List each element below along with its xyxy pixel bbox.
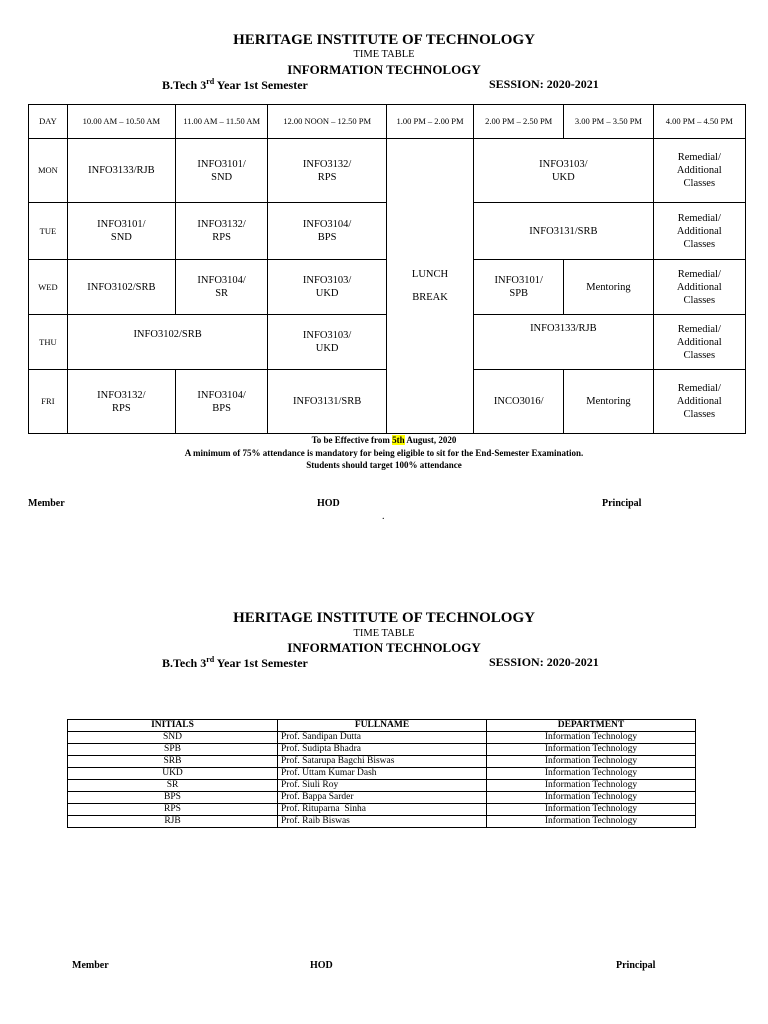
signature-member: Member — [28, 498, 65, 509]
class-cell: INFO3132/ RPS — [67, 370, 175, 434]
remedial-cell: Remedial/ Additional Classes — [653, 315, 745, 370]
department-cell: Information Technology — [487, 804, 696, 816]
class-cell: INFO3101/ SPB — [474, 260, 564, 315]
class-cell: INFO3104/ BPS — [175, 370, 267, 434]
department-cell: Information Technology — [487, 768, 696, 780]
signature-member: Member — [72, 960, 109, 971]
remedial-cell: Remedial/ Additional Classes — [653, 260, 745, 315]
class-cell: INFO3132/ RPS — [175, 203, 267, 260]
attendance-note: A minimum of 75% attendance is mandatory for being eligible to sit for the End-Semester Examination. — [184, 448, 584, 458]
mentoring-cell: Mentoring — [564, 260, 653, 315]
day-cell: THU — [29, 315, 68, 370]
initials-cell: SR — [68, 780, 278, 792]
lunch-break-cell — [386, 139, 473, 434]
initials-cell: RJB — [68, 816, 278, 828]
header-slot: 1.00 PM – 2.00 PM — [386, 105, 473, 139]
header-day: DAY — [29, 105, 68, 139]
lunch-label: LUNCH — [411, 269, 449, 280]
class-cell: INFO3133/RJB — [474, 315, 653, 370]
class-cell: INFO3133/RJB — [67, 139, 175, 203]
signature-hod: HOD — [317, 498, 340, 509]
department-cell: Information Technology — [487, 756, 696, 768]
row-mon — [29, 139, 746, 203]
signature-principal: Principal — [602, 498, 642, 509]
class-cell: INFO3102/SRB — [67, 315, 268, 370]
fullname-cell: Prof. Rituparna Sinha — [278, 804, 487, 816]
break-label: BREAK — [412, 292, 448, 303]
column-header-fullname: FULLNAME — [278, 720, 487, 732]
institute-title: HERITAGE INSTITUTE OF TECHNOLOGY — [233, 610, 535, 626]
faculty-header-row — [68, 720, 696, 732]
remedial-cell: Remedial/ Additional Classes — [653, 139, 745, 203]
session-label: SESSION: 2020-2021 — [489, 77, 599, 91]
initials-cell: RPS — [68, 804, 278, 816]
department-cell: Information Technology — [487, 816, 696, 828]
timetable — [28, 104, 746, 434]
signature-principal: Principal — [616, 960, 656, 971]
header-slot: 4.00 PM – 4.50 PM — [653, 105, 745, 139]
class-cell: INFO3104/ SR — [175, 260, 267, 315]
timetable-subtitle: TIME TABLE — [353, 628, 415, 639]
mentoring-cell: Mentoring — [564, 370, 653, 434]
remedial-cell: Remedial/ Additional Classes — [653, 370, 745, 434]
day-cell: MON — [29, 139, 68, 203]
table-row — [68, 780, 696, 792]
class-cell: INFO3131/SRB — [268, 370, 387, 434]
semester-label: B.Tech 3rd Year 1st Semester — [162, 77, 308, 92]
initials-cell: BPS — [68, 792, 278, 804]
class-cell: INFO3101/ SND — [175, 139, 267, 203]
class-cell: INFO3103/ UKD — [268, 260, 387, 315]
table-row — [68, 744, 696, 756]
timetable-subtitle: TIME TABLE — [353, 49, 415, 60]
header-slot: 3.00 PM – 3.50 PM — [564, 105, 653, 139]
class-cell: INFO3103/ UKD — [268, 315, 387, 370]
fullname-cell: Prof. Satarupa Bagchi Biswas — [278, 756, 487, 768]
department-title: INFORMATION TECHNOLOGY — [287, 62, 481, 77]
effective-date-note: To be Effective from 5th August, 2020 — [311, 435, 457, 445]
stray-dot: . — [382, 511, 385, 522]
class-cell: INFO3103/ UKD — [474, 139, 653, 203]
fullname-cell: Prof. Siuli Roy — [278, 780, 487, 792]
fullname-cell: Prof. Raib Biswas — [278, 816, 487, 828]
day-cell: TUE — [29, 203, 68, 260]
department-cell: Information Technology — [487, 732, 696, 744]
department-title: INFORMATION TECHNOLOGY — [287, 640, 481, 655]
header-slot: 2.00 PM – 2.50 PM — [474, 105, 564, 139]
initials-cell: SRB — [68, 756, 278, 768]
table-row — [68, 732, 696, 744]
department-cell: Information Technology — [487, 780, 696, 792]
department-cell: Information Technology — [487, 792, 696, 804]
column-header-department: DEPARTMENT — [487, 720, 696, 732]
column-header-initials: INITIALS — [68, 720, 278, 732]
table-row — [68, 816, 696, 828]
fullname-cell: Prof. Sudipta Bhadra — [278, 744, 487, 756]
faculty-table — [67, 719, 696, 828]
table-row — [68, 804, 696, 816]
initials-cell: SND — [68, 732, 278, 744]
initials-cell: SPB — [68, 744, 278, 756]
attendance-target-note: Students should target 100% attendance — [306, 460, 462, 470]
fullname-cell: Prof. Sandipan Dutta — [278, 732, 487, 744]
class-cell: INFO3102/SRB — [67, 260, 175, 315]
header-slot: 10.00 AM – 10.50 AM — [67, 105, 175, 139]
header-slot: 11.00 AM – 11.50 AM — [175, 105, 267, 139]
class-cell: INFO3101/ SND — [67, 203, 175, 260]
remedial-cell: Remedial/ Additional Classes — [653, 203, 745, 260]
fullname-cell: Prof. Uttam Kumar Dash — [278, 768, 487, 780]
day-cell: WED — [29, 260, 68, 315]
table-row — [68, 768, 696, 780]
table-row — [68, 792, 696, 804]
table-row — [68, 756, 696, 768]
session-label: SESSION: 2020-2021 — [489, 655, 599, 669]
day-cell: FRI — [29, 370, 68, 434]
institute-title: HERITAGE INSTITUTE OF TECHNOLOGY — [233, 32, 535, 48]
signature-hod: HOD — [310, 960, 333, 971]
timetable-header-row — [29, 105, 746, 139]
header-slot: 12.00 NOON – 12.50 PM — [268, 105, 387, 139]
class-cell: INFO3104/ BPS — [268, 203, 387, 260]
initials-cell: UKD — [68, 768, 278, 780]
class-cell: INFO3132/ RPS — [268, 139, 387, 203]
class-cell: INFO3131/SRB — [474, 203, 653, 260]
semester-label: B.Tech 3rd Year 1st Semester — [162, 655, 308, 670]
department-cell: Information Technology — [487, 744, 696, 756]
fullname-cell: Prof. Bappa Sarder — [278, 792, 487, 804]
class-cell: INCO3016/ — [474, 370, 564, 434]
